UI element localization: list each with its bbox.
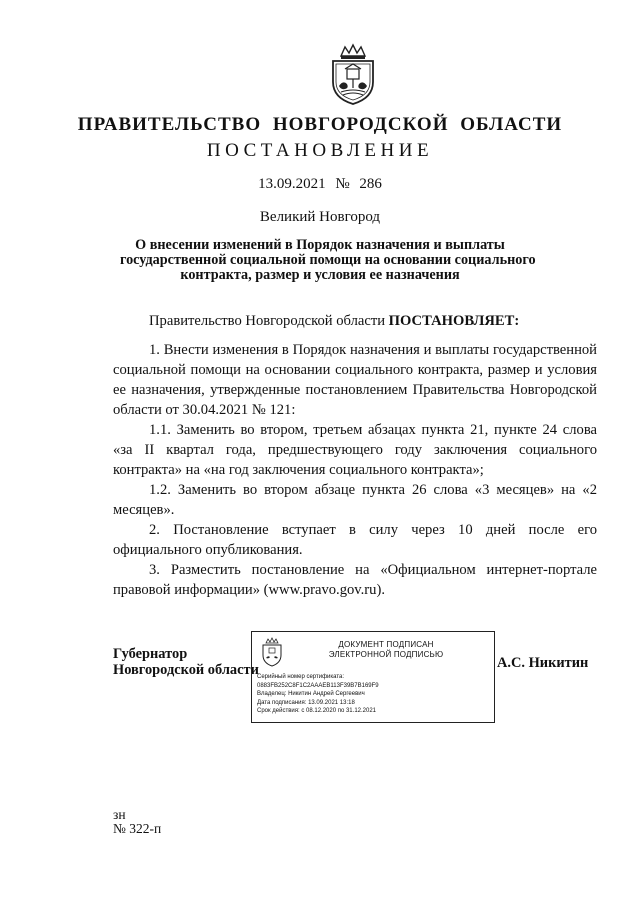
city: Великий Новгород (259, 209, 381, 225)
cert-validity: Срок действия: с 08.12.2020 по 31.12.2021 (257, 708, 377, 714)
paragraph-1-2: 1.2. Заменить во втором абзаце пункта 26 слова «3 месяцев» на «2 месяцев». (113, 482, 597, 518)
paragraph-2: 2. Постановление вступает в силу через 10 дней после его официального опубликования. (113, 522, 597, 558)
cert-label: Серийный номер сертификата: (257, 674, 345, 680)
subject-line: контракта, размер и условия ее назначения (180, 267, 460, 283)
document-body (113, 311, 597, 600)
paragraph-3: 3. Разместить постановление на «Официальном интернет-портале правовой информации» (www.pravo.gov.ru). (113, 562, 597, 598)
electronic-signature-stamp (251, 631, 495, 723)
stamp-coat-of-arms-icon (260, 637, 284, 667)
stamp-title-line: ЭЛЕКТРОННОЙ ПОДПИСЬЮ (328, 650, 444, 659)
document-number: 286 (359, 176, 382, 192)
intro-resolves: ПОСТАНОВЛЯЕТ: (388, 313, 520, 329)
intro-text: Правительство Новгородской области (149, 313, 389, 329)
number-sign: № (335, 176, 350, 192)
subject-line: О внесении изменений в Порядок назначения и выплаты (135, 237, 505, 253)
signed-date: Дата подписания: 13.09.2021 13:18 (257, 699, 355, 706)
registration-number: № 322-п (113, 821, 162, 836)
government-name: ПРАВИТЕЛЬСТВО НОВГОРОДСКОЙ ОБЛАСТИ (77, 114, 563, 135)
document-subject (120, 237, 536, 283)
position-line: Губернатор (113, 646, 188, 662)
stamp-title (296, 640, 476, 660)
executor-initials: зн (113, 807, 126, 822)
cert-number: 0883FB252C8F1C2AAAEB113F39B7B169F9 (257, 682, 379, 689)
signatory-position (113, 646, 259, 678)
paragraph-1: 1. Внести изменения в Порядок назначения и выплаты государственной социальной помощи на основании социального контракта, размер и условия ее назначения, утвержденные постановлением Правительства Новгородской области от 30.04.2021 № 121: (113, 342, 597, 418)
document-date: 13.09.2021 (258, 176, 326, 192)
position-line: Новгородской области (113, 662, 259, 678)
cert-owner: Владелец: Никитин Андрей Сергеевич (257, 691, 365, 697)
signatory-name: А.С. Никитин (497, 655, 589, 671)
document-type: ПОСТАНОВЛЕНИЕ (206, 140, 434, 161)
subject-line: государственной социальной помощи на основании социального (120, 252, 536, 268)
date-number-line (0, 176, 640, 193)
stamp-details (257, 673, 379, 716)
paragraph-1-1: 1.1. Заменить во втором, третьем абзацах пункта 21, пункте 24 слова «за II квартал года, предшествующего году заключения социального контракта» на «на год заключения социального контракта»; (113, 422, 597, 478)
footer (113, 808, 161, 836)
resolution-intro (113, 311, 597, 331)
coat-of-arms-icon (327, 42, 379, 106)
stamp-title-line: ДОКУМЕНТ ПОДПИСАН (338, 640, 434, 649)
